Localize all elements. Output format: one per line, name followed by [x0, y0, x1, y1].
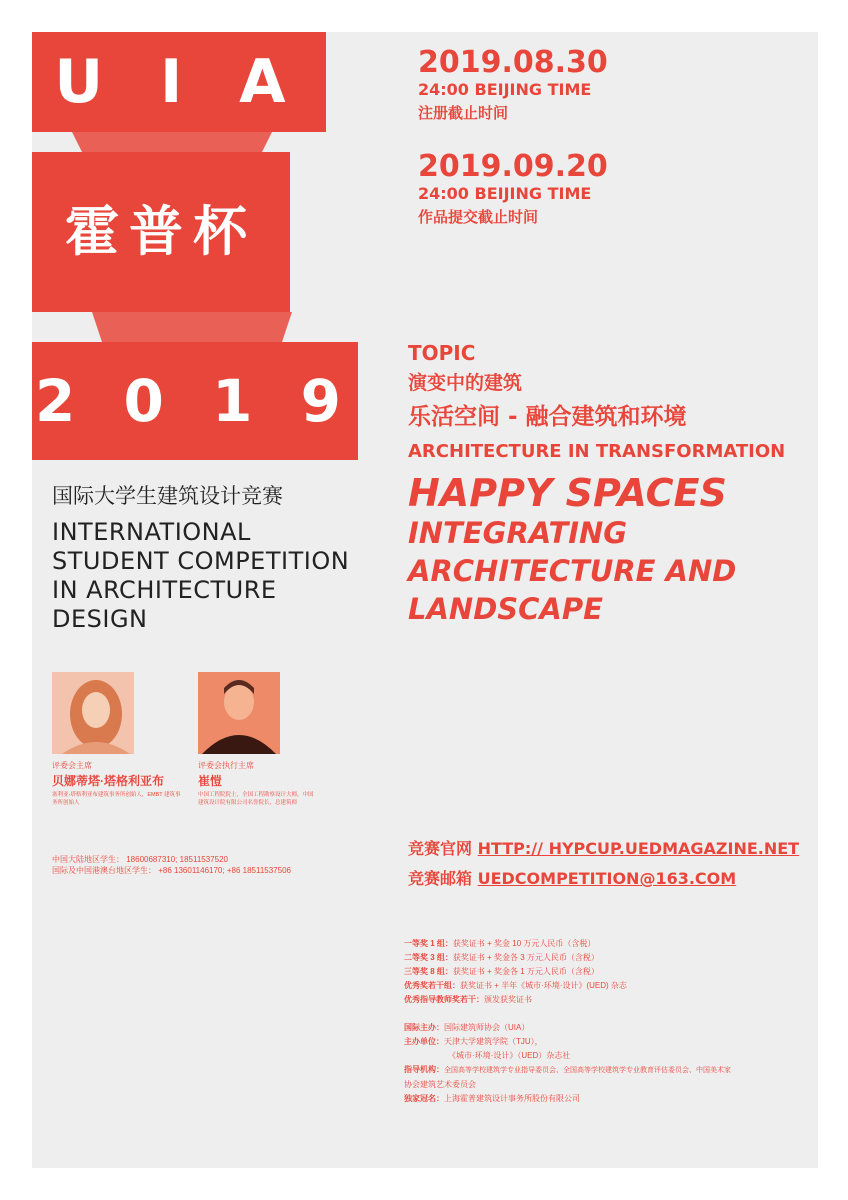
- year-text: 2 0 1 9: [34, 367, 355, 435]
- prize-line: [404, 979, 627, 993]
- organizer-value: 上海霍普建筑设计事务所股份有限公司: [444, 1094, 580, 1103]
- organizer-label: 主办单位：: [404, 1037, 444, 1046]
- fold-1: [72, 132, 272, 152]
- topic-en-italic: ARCHITECTURE AND: [408, 554, 737, 588]
- jury-chair-photo: [52, 672, 134, 754]
- topic-en-1: ARCHITECTURE IN TRANSFORMATION: [408, 441, 786, 462]
- deadline-2: [418, 150, 608, 230]
- topic-en-italic: HAPPY SPACES: [408, 471, 727, 515]
- prize-label: 一等奖 1 组：: [404, 939, 453, 948]
- topic-heading: TOPIC: [408, 341, 476, 365]
- organizer-value: 天津大学建筑学院（TJU），: [444, 1037, 543, 1046]
- jury-role: 评委会主席: [52, 761, 92, 770]
- organizer-line: [404, 1078, 731, 1092]
- deadline-time: 24:00 BEIJING TIME: [418, 184, 592, 203]
- prize-value: 获奖证书 + 半年《城市·环境·设计》(UED) 杂志: [460, 981, 627, 990]
- organizer-value: 全国高等学校建筑学专业指导委员会、全国高等学校建筑学专业教育评估委员会、中国美术家: [444, 1067, 731, 1074]
- organizer-label: 指导机构：: [404, 1065, 444, 1074]
- prize-value: 获奖证书 + 奖金 10 万元人民币（含税）: [452, 939, 596, 948]
- email-line: [408, 864, 799, 894]
- competition-en-line: STUDENT COMPETITION: [52, 547, 350, 575]
- prizes: [404, 937, 627, 1007]
- deadline-1: [418, 46, 608, 126]
- deadline-date: 2019.09.20: [418, 149, 608, 184]
- organizer-line: [404, 1063, 731, 1078]
- organizer-line: [404, 1021, 731, 1035]
- organizers: [404, 1021, 731, 1106]
- prize-label: 优秀奖若干组：: [404, 981, 460, 990]
- deadline-label: 作品提交截止时间: [418, 208, 539, 226]
- prize-line: [404, 937, 627, 951]
- organizer-line: [404, 1092, 731, 1106]
- competition-zh: 国际大学生建筑设计竞赛: [52, 484, 283, 508]
- year-block: [32, 342, 358, 460]
- contacts: [52, 854, 291, 876]
- organizer-line: [404, 1049, 731, 1063]
- topic: [408, 340, 813, 626]
- organizer-label: 国际主办：: [404, 1023, 444, 1032]
- topic-zh-2: 乐活空间 - 融合建筑和环境: [408, 404, 687, 430]
- contact-line: [52, 865, 291, 876]
- jury-name: 贝娜蒂塔·塔格利亚布: [52, 774, 164, 788]
- topic-zh-1: 演变中的建筑: [408, 372, 523, 394]
- contact-label: 国际及中国港澳台地区学生：: [52, 866, 156, 875]
- prize-line: [404, 993, 627, 1007]
- links: [408, 834, 799, 894]
- organizer-value: 协会建筑艺术委员会: [404, 1080, 476, 1089]
- competition-en-line: DESIGN: [52, 605, 148, 633]
- organizer-value: 国际建筑师协会（UIA）: [444, 1023, 530, 1032]
- prize-value: 颁发获奖证书: [484, 995, 532, 1004]
- jury-bio: 中国工程院院士，全国工程勘察设计大师，中国建筑设计院有限公司名誉院长，总建筑师: [198, 792, 314, 806]
- website-link[interactable]: HTTP:// HYPCUP.UEDMAGAZINE.NET: [477, 839, 800, 858]
- website-label: 竞赛官网: [408, 839, 473, 858]
- deadline-date: 2019.08.30: [418, 45, 608, 80]
- contact-value: +86 13601146170; +86 18511537506: [158, 866, 291, 875]
- competition-en-line: IN ARCHITECTURE: [52, 576, 277, 604]
- organizer-label: 独家冠名：: [404, 1094, 444, 1103]
- prize-value: 获奖证书 + 奖金各 1 万元人民币（含税）: [452, 967, 599, 976]
- email-label: 竞赛邮箱: [408, 869, 473, 888]
- prize-label: 二等奖 3 组：: [404, 953, 453, 962]
- competition-en-line: INTERNATIONAL: [52, 518, 251, 546]
- jury-name: 崔愷: [198, 774, 223, 788]
- jury-executive-photo: [198, 672, 280, 754]
- prize-label: 三等奖 8 组：: [404, 967, 453, 976]
- deadline-label: 注册截止时间: [418, 104, 509, 122]
- competition-en: [52, 518, 349, 634]
- organizer-line: [404, 1035, 731, 1049]
- uia-text: U I A: [54, 47, 304, 117]
- jury-role: 评委会执行主席: [198, 761, 254, 770]
- deadline-time: 24:00 BEIJING TIME: [418, 80, 592, 99]
- prize-line: [404, 951, 627, 965]
- contact-value: 18600687310; 18511537520: [126, 855, 228, 864]
- poster: [32, 32, 818, 1168]
- topic-en-italic: LANDSCAPE: [408, 592, 603, 626]
- website-line: [408, 834, 799, 864]
- fold-2: [92, 312, 292, 342]
- jury-bio: 塞利亚-塔格利亚布建筑事务所创始人，EMBT 建筑事务所创始人: [52, 792, 181, 806]
- organizer-value: 《城市·环境·设计》（UED）杂志社: [448, 1051, 571, 1060]
- uia-block: [32, 32, 326, 132]
- email-link[interactable]: UEDCOMPETITION@163.COM: [477, 869, 737, 888]
- prize-label: 优秀指导教师奖若干：: [404, 995, 484, 1004]
- jury-executive: [198, 760, 318, 807]
- prize-line: [404, 965, 627, 979]
- jury-chair: [52, 760, 182, 807]
- prize-value: 获奖证书 + 奖金各 3 万元人民币（含税）: [452, 953, 599, 962]
- contact-line: [52, 854, 291, 865]
- cup-text: 霍普杯: [65, 200, 257, 263]
- cup-block: [32, 152, 290, 312]
- topic-en-italic: INTEGRATING: [408, 516, 628, 550]
- contact-label: 中国大陆地区学生：: [52, 855, 124, 864]
